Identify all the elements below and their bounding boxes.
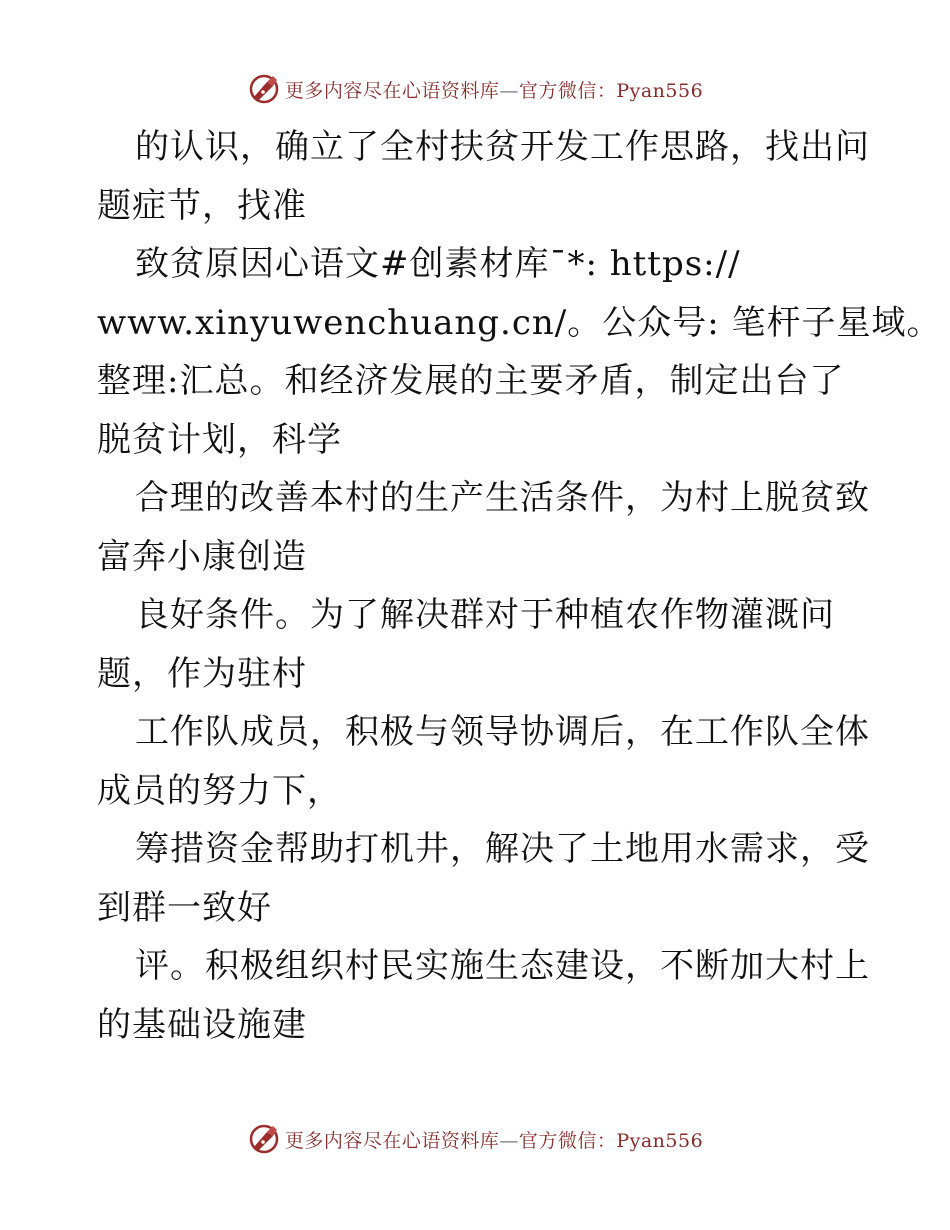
body-line: 筹措资金帮助打机井，解决了土地用水需求，受 — [135, 829, 870, 869]
body-line: 的认识，确立了全村扶贫开发工作思路，找出问 — [135, 127, 870, 167]
body-line: 合理的改善本村的生产生活条件，为村上脱贫致 — [135, 478, 870, 518]
body-line: 富奔小康创造 — [97, 536, 307, 577]
body-line: 题，作为驻村 — [97, 653, 307, 694]
document-body — [97, 118, 942, 1054]
header-wechat-text: 官方微信：Pyan556 — [518, 79, 704, 102]
pen-nib-logo-icon — [247, 72, 281, 106]
header-dash: — — [499, 79, 519, 102]
body-line: www.xinyuwenchuang.cn/。公众号: 笔杆子星域。 — [97, 302, 942, 343]
footer-brand-text: 更多内容尽在心语资料库 — [284, 1129, 500, 1152]
header-brand-text: 更多内容尽在心语资料库 — [284, 79, 500, 102]
body-line: 良好条件。为了解决群对于种植农作物灌溉问 — [135, 595, 835, 635]
body-line: 整理:汇总。和经济发展的主要矛盾，制定出台了 — [97, 361, 845, 401]
footer-wechat-text: 官方微信：Pyan556 — [518, 1129, 704, 1152]
footer-dash: — — [499, 1129, 519, 1152]
body-line: 成员的努力下， — [97, 770, 342, 811]
page-footer — [0, 1122, 950, 1156]
body-line: 的基础设施建 — [97, 1004, 307, 1045]
body-line: 工作队成员，积极与领导协调后，在工作队全体 — [135, 712, 870, 752]
body-line: 脱贫计划，科学 — [97, 419, 342, 460]
header-banner-text — [285, 76, 703, 103]
pen-nib-logo-icon — [247, 1122, 281, 1156]
footer-banner-text — [285, 1126, 703, 1153]
page-header — [0, 72, 950, 106]
body-line: 致贫原因心语文#创素材库¯*: https:// — [135, 244, 741, 284]
body-line: 评。积极组织村民实施生态建设，不断加大村上 — [135, 946, 870, 986]
footer-banner — [247, 1122, 703, 1156]
header-banner — [247, 72, 703, 106]
body-line: 到群一致好 — [97, 887, 272, 928]
body-line: 题症节，找准 — [97, 185, 307, 226]
